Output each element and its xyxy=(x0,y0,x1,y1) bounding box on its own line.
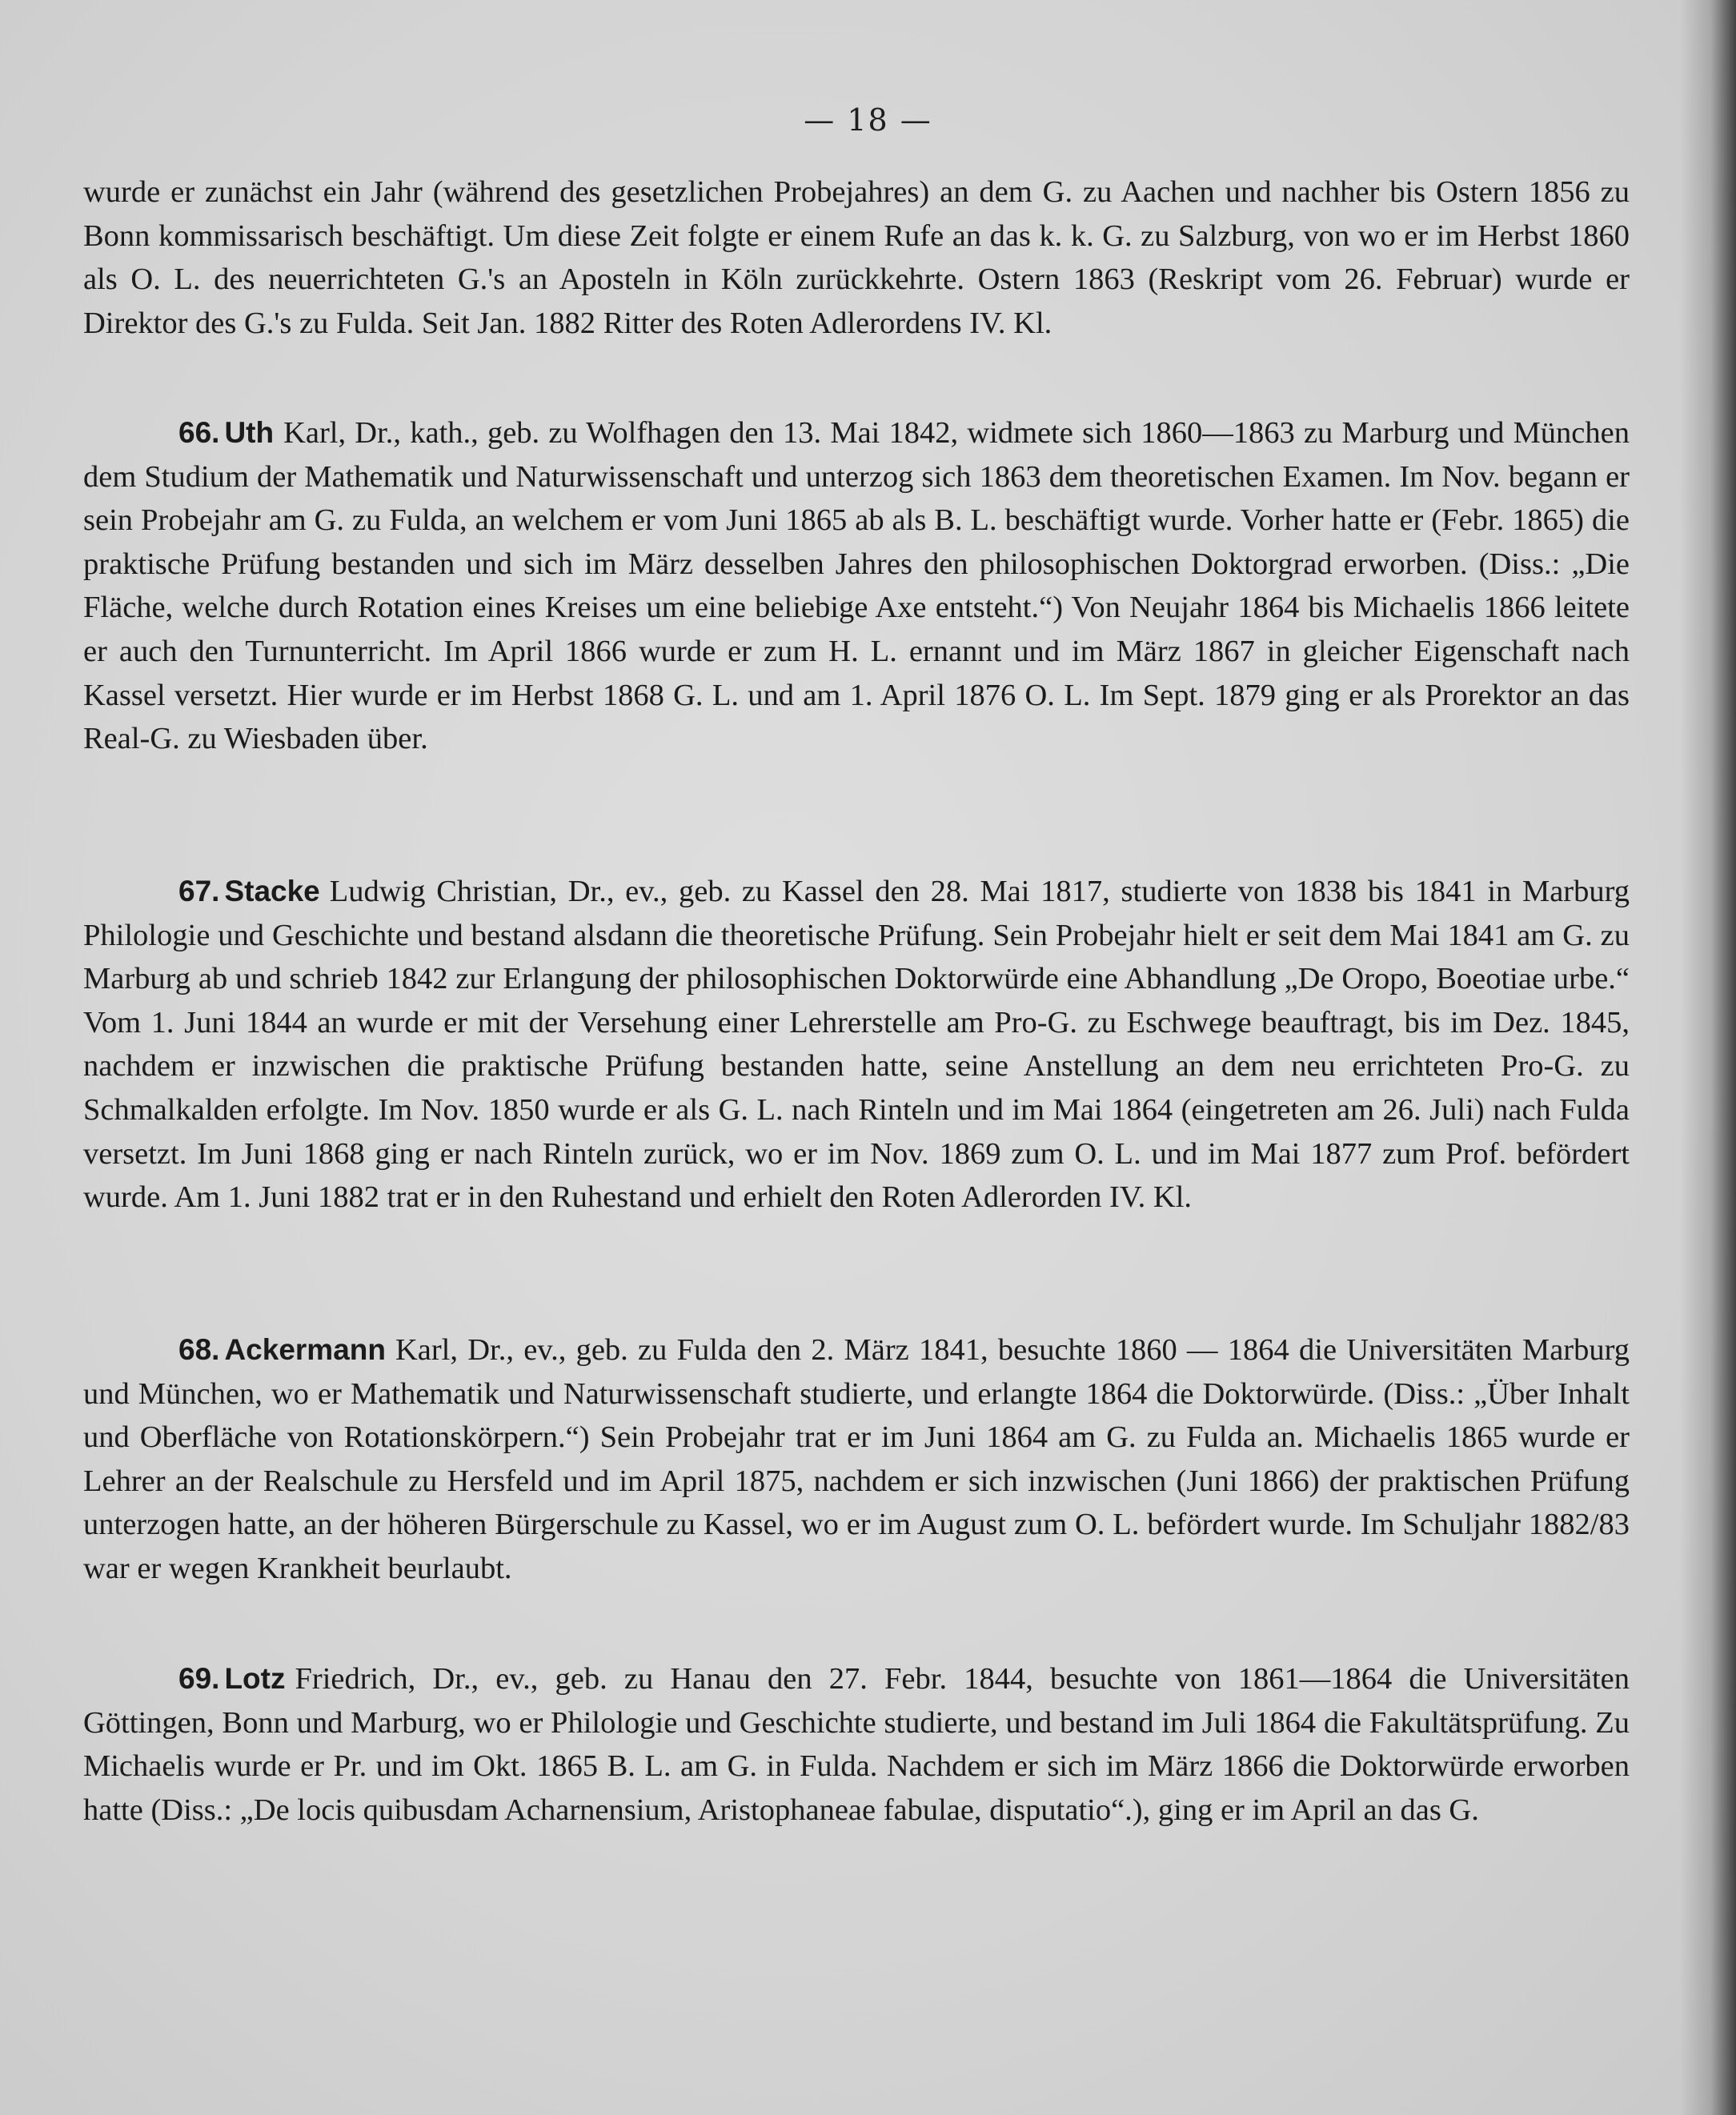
entry-number: 69. xyxy=(178,1662,220,1695)
biography-entry-66 xyxy=(83,411,1630,761)
entry-surname: Uth xyxy=(224,416,275,449)
biography-entry-68 xyxy=(83,1328,1630,1591)
entry-number: 67. xyxy=(178,875,220,907)
intro-text: wurde er zunächst ein Jahr (während des gesetzlichen Probejahres) an dem G. zu Aachen und nachher bis Ostern 1856 zu Bonn kommissarisch beschäftigt. Um diese Zeit folgte er einem Rufe an das k. k. G. zu Salzburg, von wo er im Herbst 1860 als O. L. des neuerrichteten G.'s an Aposteln in Köln zurückkehrte. Ostern 1863 (Reskript vom 26. Februar) wurde er Direktor des G.'s zu Fulda. Seit Jan. 1882 Ritter des Roten Adlerordens IV. Kl. xyxy=(83,175,1630,340)
entry-surname: Ackermann xyxy=(224,1333,386,1366)
entry-text: Friedrich, Dr., ev., geb. zu Hanau den 27. Febr. 1844, besuchte von 1861—1864 die Universitäten Göttingen, Bonn und Marburg, wo er Philologie und Geschichte studierte, und bestand im Juli 1864 die Fakultätsprüfung. Zu Michaelis wurde er Pr. und im Okt. 1865 B. L. am G. in Fulda. Nachdem er sich im März 1866 die Doktorwürde erworben hatte (Diss.: „De locis quibusdam Acharnensium, Aristophaneae fabulae, disputatio“.), ging er im April an das G. xyxy=(83,1662,1630,1827)
entry-text: Karl, Dr., ev., geb. zu Fulda den 2. März 1841, besuchte 1860 — 1864 die Universitäten Marburg und München, wo er Mathematik und Naturwissenschaft studierte, und erlangte 1864 die Doktorwürde. (Diss.: „Über Inhalt und Oberfläche von Rotationskörpern.“) Sein Probejahr trat er im Juni 1864 am G. zu Fulda an. Michaelis 1865 wurde er Lehrer an der Realschule zu Hersfeld und im April 1875, nachdem er sich inzwischen (Juni 1866) der praktischen Prüfung unterzogen hatte, an der höheren Bürgerschule zu Kassel, wo er im August zum O. L. befördert wurde. Im Schuljahr 1882/83 war er wegen Krankheit beurlaubt. xyxy=(83,1333,1630,1585)
biography-entry-67 xyxy=(83,870,1630,1220)
biography-entry-69 xyxy=(83,1657,1630,1832)
entry-number: 68. xyxy=(178,1333,220,1366)
entry-text: Karl, Dr., kath., geb. zu Wolfhagen den 13. Mai 1842, widmete sich 1860—1863 zu Marburg und München dem Studium der Mathematik und Naturwissenschaft und unterzog sich 1863 dem theoretischen Examen. Im Nov. begann er sein Probejahr am G. zu Fulda, an welchem er vom Juni 1865 ab als B. L. beschäftigt wurde. Vorher hatte er (Febr. 1865) die praktische Prüfung bestanden und sich im März desselben Jahres den philosophischen Doktorgrad erworben. (Diss.: „Die Fläche, welche durch Rotation eines Kreises um eine beliebige Axe entsteht.“) Von Neujahr 1864 bis Michaelis 1866 leitete er auch den Turnunterricht. Im April 1866 wurde er zum H. L. ernannt und im März 1867 in gleicher Eigenschaft nach Kassel versetzt. Hier wurde er im Herbst 1868 G. L. und am 1. April 1876 O. L. Im Sept. 1879 ging er als Prorektor an das Real-G. zu Wiesbaden über. xyxy=(83,416,1630,756)
entry-surname: Lotz xyxy=(224,1662,286,1695)
intro-paragraph xyxy=(83,170,1630,345)
entry-text: Ludwig Christian, Dr., ev., geb. zu Kassel den 28. Mai 1817, studierte von 1838 bis 1841 in Marburg Philologie und Geschichte und bestand alsdann die theoretische Prüfung. Sein Probejahr hielt er seit dem Mai 1841 am G. zu Marburg ab und schrieb 1842 zur Erlangung der philosophischen Doktorwürde eine Abhandlung „De Oropo, Boeotiae urbe.“ Vom 1. Juni 1844 an wurde er mit der Versehung einer Lehrerstelle am Pro-G. zu Eschwege beauftragt, bis im Dez. 1845, nachdem er inzwischen die praktische Prüfung bestanden hatte, seine Anstellung an dem neu errichteten Pro-G. zu Schmalkalden erfolgte. Im Nov. 1850 wurde er als G. L. nach Rinteln und im Mai 1864 (eingetreten am 26. Juli) nach Fulda versetzt. Im Juni 1868 ging er nach Rinteln zurück, wo er im Nov. 1869 zum O. L. und im Mai 1877 zum Prof. befördert wurde. Am 1. Juni 1882 trat er in den Ruhestand und erhielt den Roten Adlerorden IV. Kl. xyxy=(83,875,1630,1215)
page-edge-shadow xyxy=(1680,0,1736,2115)
entry-number: 66. xyxy=(178,416,220,449)
entry-surname: Stacke xyxy=(224,875,320,907)
page-number: — 18 — xyxy=(804,102,932,138)
